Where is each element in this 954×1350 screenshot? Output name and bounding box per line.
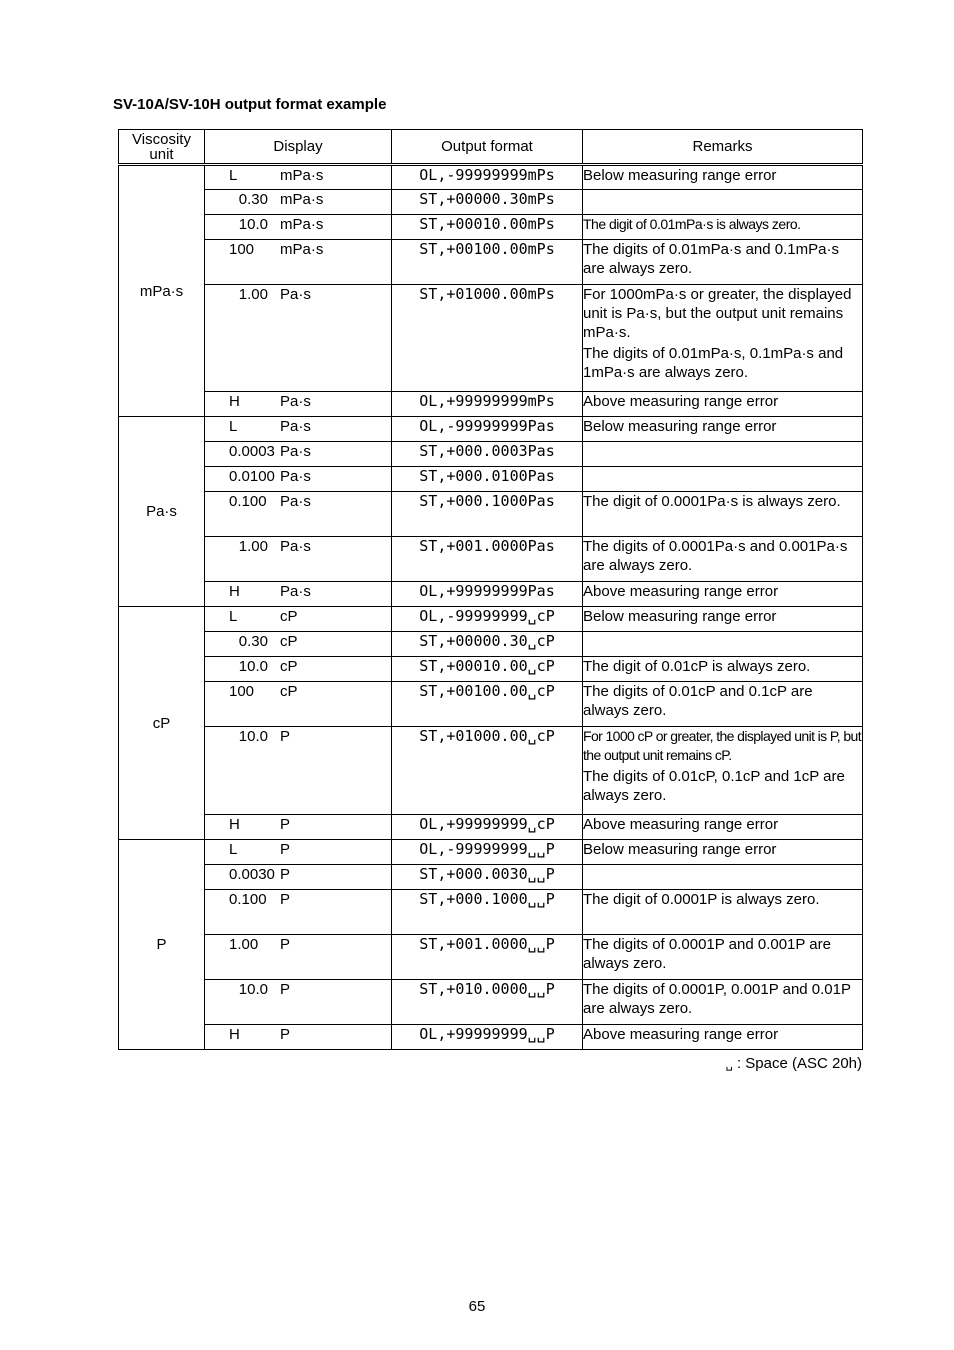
display-value: 0.0100 xyxy=(229,468,275,485)
remarks-cell xyxy=(583,392,863,417)
output-format-cell: ST,+010.0000␣␣P xyxy=(392,980,583,1025)
display-cell xyxy=(205,890,392,935)
remark-text: The digit of 0.0001Pa·s is always zero. xyxy=(583,493,841,510)
viscosity-unit-cell: Pa·s xyxy=(119,417,205,607)
table-row xyxy=(119,1025,863,1050)
table-row xyxy=(119,417,863,442)
display-value: 10.0 xyxy=(238,728,268,745)
output-format-cell: ST,+00100.00mPs xyxy=(392,240,583,285)
table-row xyxy=(119,935,863,980)
remarks-cell xyxy=(583,632,863,657)
display-value: 1.00 xyxy=(238,286,268,303)
display-cell xyxy=(205,392,392,417)
display-unit: P xyxy=(280,728,291,745)
display-value: 10.0 xyxy=(238,216,268,233)
remarks-cell xyxy=(583,865,863,890)
output-format-cell: ST,+00010.00mPs xyxy=(392,215,583,240)
remarks-cell xyxy=(583,165,863,190)
display-value: L xyxy=(229,841,238,858)
table-row xyxy=(119,607,863,632)
display-value: 0.30 xyxy=(238,633,268,650)
display-unit: P xyxy=(280,891,291,908)
display-unit: Pa·s xyxy=(280,418,311,435)
remark-text: Above measuring range error xyxy=(583,393,779,410)
table-row xyxy=(119,285,863,392)
remarks-cell xyxy=(583,980,863,1025)
remarks-cell xyxy=(583,682,863,727)
display-cell xyxy=(205,1025,392,1050)
output-format-cell: ST,+000.0100Pas xyxy=(392,467,583,492)
table-row xyxy=(119,190,863,215)
output-format-cell: OL,-99999999mPs xyxy=(392,165,583,190)
remarks-cell xyxy=(583,215,863,240)
display-value: H xyxy=(229,816,240,833)
display-unit: cP xyxy=(280,658,298,675)
display-value: 10.0 xyxy=(238,658,268,675)
display-unit: mPa·s xyxy=(280,241,324,258)
remark-text: The digits of 0.0001P and 0.001P are always zero. xyxy=(583,936,831,972)
display-cell xyxy=(205,980,392,1025)
display-unit: cP xyxy=(280,608,298,625)
display-unit: cP xyxy=(280,683,298,700)
display-unit: cP xyxy=(280,633,298,650)
remark-text: Below measuring range error xyxy=(583,418,777,435)
display-cell xyxy=(205,492,392,537)
display-value: 0.100 xyxy=(229,493,267,510)
display-unit: Pa·s xyxy=(280,443,311,460)
display-value: 1.00 xyxy=(229,936,259,953)
table-row xyxy=(119,727,863,815)
display-cell xyxy=(205,240,392,285)
display-cell xyxy=(205,165,392,190)
display-value: H xyxy=(229,583,240,600)
remark-text: The digits of 0.0001P, 0.001P and 0.01P are always zero. xyxy=(583,981,851,1017)
header-output-format: Output format xyxy=(392,130,583,165)
remark-text: For 1000 cP or greater, the displayed unit is P, but the output unit remains cP. xyxy=(583,728,862,763)
display-unit: mPa·s xyxy=(280,216,324,233)
output-format-cell: ST,+000.1000Pas xyxy=(392,492,583,537)
display-value: 0.100 xyxy=(229,891,267,908)
table-row xyxy=(119,815,863,840)
display-value: H xyxy=(229,1026,240,1043)
display-cell xyxy=(205,467,392,492)
display-cell xyxy=(205,190,392,215)
display-cell xyxy=(205,935,392,980)
display-cell xyxy=(205,657,392,682)
table-row xyxy=(119,467,863,492)
remarks-cell xyxy=(583,417,863,442)
output-format-table xyxy=(118,129,863,1050)
remark-text: For 1000mPa·s or greater, the displayed unit is Pa·s, but the output unit remains mPa·s. xyxy=(583,286,852,341)
display-unit: P xyxy=(280,981,291,998)
table-row xyxy=(119,890,863,935)
display-unit: mPa·s xyxy=(280,167,324,184)
output-format-cell: OL,-99999999␣cP xyxy=(392,607,583,632)
remarks-cell xyxy=(583,190,863,215)
output-format-cell: ST,+000.0003Pas xyxy=(392,442,583,467)
table-row xyxy=(119,657,863,682)
remarks-cell xyxy=(583,935,863,980)
remark-text: Below measuring range error xyxy=(583,841,777,858)
viscosity-unit-cell: mPa·s xyxy=(119,165,205,417)
output-format-cell: ST,+00010.00␣cP xyxy=(392,657,583,682)
output-format-cell: ST,+000.1000␣␣P xyxy=(392,890,583,935)
display-unit: P xyxy=(280,936,291,953)
remark-text: The digit of 0.01mPa·s is always zero. xyxy=(583,216,801,232)
remarks-cell xyxy=(583,815,863,840)
display-cell xyxy=(205,682,392,727)
display-unit: Pa·s xyxy=(280,583,311,600)
display-cell xyxy=(205,582,392,607)
remark-text: The digit of 0.01cP is always zero. xyxy=(583,658,811,675)
table-row xyxy=(119,215,863,240)
viscosity-unit-cell: P xyxy=(119,840,205,1050)
remark-text: The digit of 0.0001P is always zero. xyxy=(583,891,820,908)
display-cell xyxy=(205,865,392,890)
table-row xyxy=(119,492,863,537)
display-cell xyxy=(205,215,392,240)
table-row xyxy=(119,840,863,865)
table-row xyxy=(119,165,863,190)
page-number: 65 xyxy=(468,1298,486,1315)
remarks-cell xyxy=(583,1025,863,1050)
display-unit: Pa·s xyxy=(280,538,311,555)
display-value: 100 xyxy=(229,683,255,700)
table-row xyxy=(119,240,863,285)
remark-text: The digits of 0.01cP, 0.1cP and 1cP are always zero. xyxy=(583,768,845,804)
display-cell xyxy=(205,607,392,632)
remarks-cell xyxy=(583,492,863,537)
legend-text: : Space (ASC 20h) xyxy=(736,1055,862,1072)
header-viscosity-unit: Viscosity unit xyxy=(119,130,205,165)
remarks-cell xyxy=(583,890,863,935)
display-unit: Pa·s xyxy=(280,493,311,510)
table-row xyxy=(119,392,863,417)
display-value: H xyxy=(229,393,240,410)
remark-text: Below measuring range error xyxy=(583,608,777,625)
table-row xyxy=(119,865,863,890)
table-row xyxy=(119,980,863,1025)
display-value: L xyxy=(229,608,238,625)
output-format-cell: ST,+00000.30␣cP xyxy=(392,632,583,657)
display-unit: mPa·s xyxy=(280,191,324,208)
remark-text: Above measuring range error xyxy=(583,583,779,600)
table-row xyxy=(119,537,863,582)
display-unit: P xyxy=(280,866,291,883)
display-value: 1.00 xyxy=(238,538,268,555)
remarks-cell xyxy=(583,727,863,815)
output-format-cell: ST,+001.0000␣␣P xyxy=(392,935,583,980)
remarks-cell xyxy=(583,840,863,865)
remark-text: Above measuring range error xyxy=(583,1026,779,1043)
table-row xyxy=(119,632,863,657)
display-value: 0.0030 xyxy=(229,866,275,883)
display-cell xyxy=(205,442,392,467)
display-cell xyxy=(205,815,392,840)
display-unit: Pa·s xyxy=(280,468,311,485)
remark-text: Above measuring range error xyxy=(583,816,779,833)
remark-text: The digits of 0.01cP and 0.1cP are always zero. xyxy=(583,683,813,719)
table-row xyxy=(119,442,863,467)
remarks-cell xyxy=(583,582,863,607)
display-unit: Pa·s xyxy=(280,286,311,303)
remark-text: The digits of 0.01mPa·s and 0.1mPa·s are always zero. xyxy=(583,241,839,277)
remarks-cell xyxy=(583,607,863,632)
output-format-cell: OL,+99999999␣cP xyxy=(392,815,583,840)
display-value: 10.0 xyxy=(238,981,268,998)
display-unit: P xyxy=(280,1026,291,1043)
display-unit: Pa·s xyxy=(280,393,311,410)
remarks-cell xyxy=(583,285,863,392)
remarks-cell xyxy=(583,657,863,682)
output-format-cell: ST,+00100.00␣cP xyxy=(392,682,583,727)
remarks-cell xyxy=(583,537,863,582)
display-value: 100 xyxy=(229,241,255,258)
remarks-cell xyxy=(583,442,863,467)
display-unit: P xyxy=(280,816,291,833)
remark-text: Below measuring range error xyxy=(583,167,777,184)
output-format-cell: ST,+001.0000Pas xyxy=(392,537,583,582)
display-value: 0.0003 xyxy=(229,443,275,460)
display-cell xyxy=(205,285,392,392)
table-header-row xyxy=(119,130,863,165)
display-cell xyxy=(205,727,392,815)
output-format-cell: ST,+00000.30mPs xyxy=(392,190,583,215)
table-row xyxy=(119,582,863,607)
space-legend xyxy=(726,1055,862,1072)
display-cell xyxy=(205,840,392,865)
remarks-cell xyxy=(583,240,863,285)
display-unit: P xyxy=(280,841,291,858)
output-format-cell: OL,+99999999␣␣P xyxy=(392,1025,583,1050)
display-cell xyxy=(205,632,392,657)
display-value: 0.30 xyxy=(238,191,268,208)
output-format-cell: ST,+01000.00␣cP xyxy=(392,727,583,815)
display-cell xyxy=(205,537,392,582)
page-title: SV-10A/SV-10H output format example xyxy=(113,96,387,113)
table-body xyxy=(119,165,863,1050)
remark-text: The digits of 0.0001Pa·s and 0.001Pa·s are always zero. xyxy=(583,538,848,574)
remark-text: The digits of 0.01mPa·s, 0.1mPa·s and 1mPa·s are always zero. xyxy=(583,345,844,381)
output-format-cell: ST,+000.0030␣␣P xyxy=(392,865,583,890)
viscosity-unit-cell: cP xyxy=(119,607,205,840)
remarks-cell xyxy=(583,467,863,492)
space-symbol-icon: ␣ xyxy=(725,1057,733,1071)
display-value: L xyxy=(229,418,238,435)
display-cell xyxy=(205,417,392,442)
output-format-cell: OL,-99999999Pas xyxy=(392,417,583,442)
output-format-cell: OL,+99999999mPs xyxy=(392,392,583,417)
output-format-cell: ST,+01000.00mPs xyxy=(392,285,583,392)
table-row xyxy=(119,682,863,727)
display-value: L xyxy=(229,167,238,184)
output-format-cell: OL,-99999999␣␣P xyxy=(392,840,583,865)
output-format-cell: OL,+99999999Pas xyxy=(392,582,583,607)
header-remarks: Remarks xyxy=(583,130,863,165)
header-display: Display xyxy=(205,130,392,165)
